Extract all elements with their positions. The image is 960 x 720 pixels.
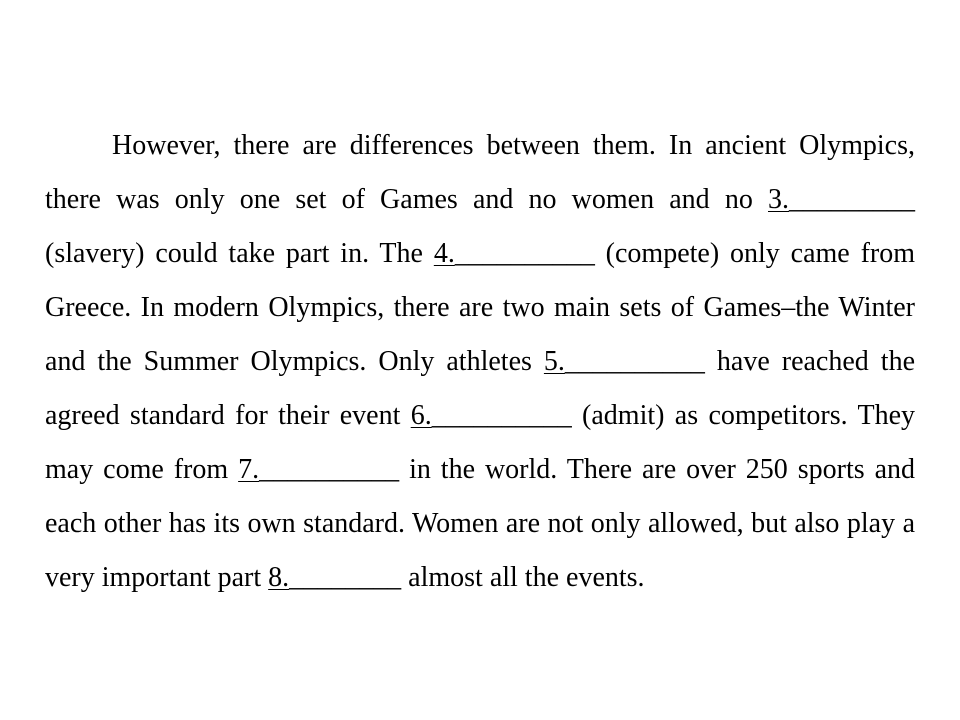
blank-3 (768, 184, 915, 215)
passage-text-5: (admit) as competitors. They may come from (45, 400, 915, 485)
passage-text-3: (compete) only came from Greece. In modern Olympics, there are two main sets of Games–the Winter and the Summer Olympics. Only athletes (45, 238, 915, 377)
blank-6 (411, 400, 572, 431)
passage-text-7: almost all the events. (401, 562, 645, 593)
blank-8-line: ________ (289, 562, 402, 593)
blank-8-number: 8. (268, 562, 290, 593)
blank-7 (238, 454, 399, 485)
blank-7-number: 7. (238, 454, 260, 485)
blank-8 (268, 562, 401, 593)
passage-text-2: (slavery) could take part in. The (45, 238, 434, 269)
blank-4-number: 4. (433, 238, 455, 269)
passage-text-1: However, there are differences between them. In ancient Olympics, there was only one set of Games and no women and no (45, 130, 915, 215)
blank-7-line: __________ (259, 454, 400, 485)
blank-3-number: 3. (768, 184, 789, 215)
blank-5 (544, 346, 705, 377)
blank-5-number: 5. (543, 346, 565, 377)
blank-5-line: __________ (564, 346, 705, 377)
blank-4 (434, 238, 595, 269)
passage-text-6: in the world. There are over 250 sports and each other has its own standard. Women are not only allowed, but also play a very important part (45, 454, 915, 593)
blank-6-line: __________ (431, 400, 572, 431)
passage-text-4: have reached the agreed standard for their event (45, 346, 915, 431)
blank-3-line: _________ (789, 184, 915, 215)
blank-6-number: 6. (410, 400, 432, 431)
blank-4-line: __________ (454, 238, 595, 269)
reading-passage (45, 119, 915, 605)
